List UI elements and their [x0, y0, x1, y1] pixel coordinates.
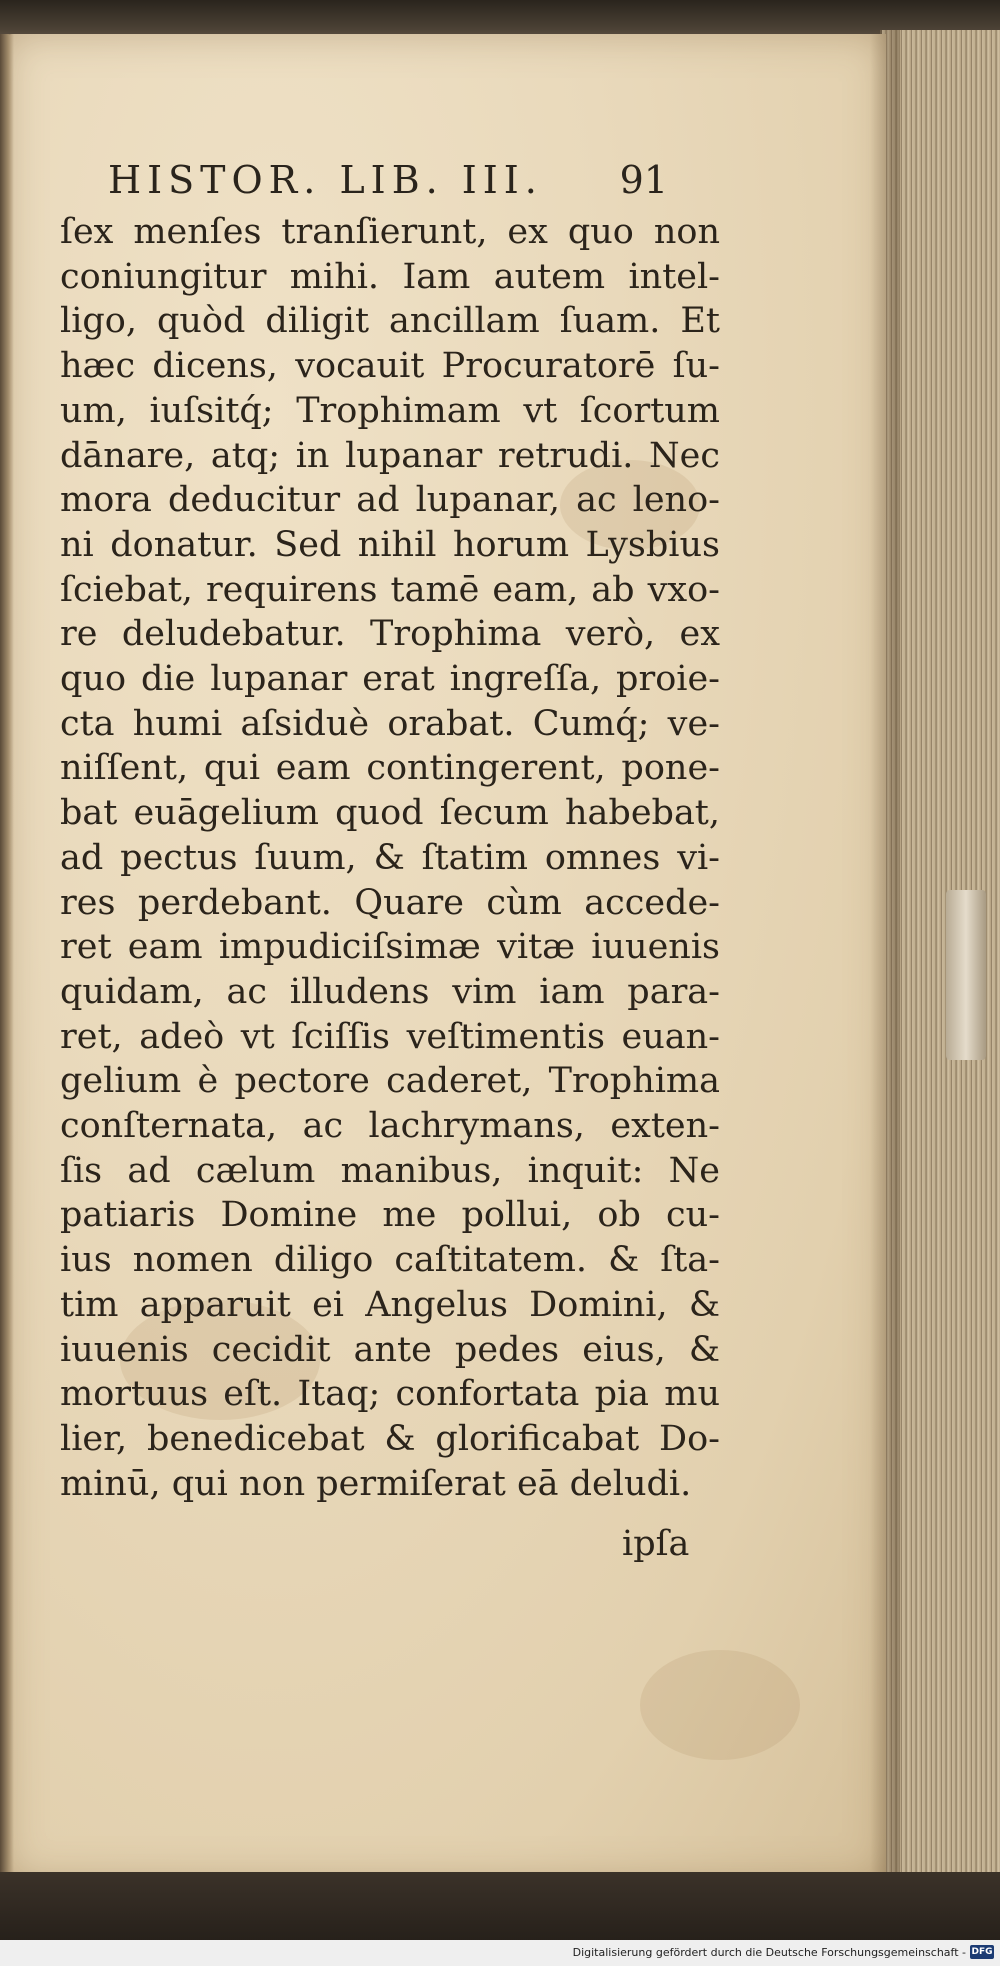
text-line: conſternata, ac lachrymans, exten-	[60, 1106, 720, 1147]
text-line: re deludebatur. Trophima verò, ex	[60, 614, 720, 655]
text-line: patiaris Domine me pollui, ob cu-	[60, 1195, 720, 1236]
text-line: cta humi aſsiduè orabat. Cumq́; ve-	[60, 703, 720, 744]
text-line: coniungitur mihi. Iam autem intel-	[60, 256, 720, 297]
text-line: lier, benedicebat & glorificabat Do-	[60, 1418, 720, 1459]
text-line: mortuus eſt. Itaq; confortata pia mu	[60, 1374, 720, 1415]
text-line: iuuenis cecidit ante pedes eius, &	[60, 1329, 720, 1370]
text-line: tim apparuit ei Angelus Domini, &	[60, 1284, 720, 1325]
text-line: ad pectus ſuum, & ſtatim omnes vi-	[60, 837, 720, 878]
text-line: hæc dicens, vocauit Procuratorē ſu-	[60, 346, 720, 387]
catchword: ipſa	[622, 1524, 690, 1564]
text-line: res perdebant. Quare cùm accede-	[60, 882, 720, 923]
text-line: um, iuſsitq́; Trophimam vt ſcortum	[60, 390, 720, 431]
text-line: gelium è pectore caderet, Trophima	[60, 1061, 720, 1102]
text-line: ſis ad cælum manibus, inquit: Ne	[60, 1150, 720, 1191]
text-line: ſciebat, requirens tamē eam, ab vxo-	[60, 569, 720, 610]
text-line: ni donatur. Sed nihil horum Lysbius	[60, 524, 720, 565]
text-line: dānare, atq; in lupanar retrudi. Nec	[60, 435, 720, 476]
text-line: mora deducitur ad lupanar, ac leno-	[60, 480, 720, 521]
bookmark-tab	[946, 890, 986, 1060]
page-left-edge	[0, 34, 14, 1880]
text-line: ius nomen diligo caſtitatem. & ſta-	[60, 1240, 720, 1281]
paper-stain	[640, 1650, 800, 1760]
text-line: quo die lupanar erat ingreſſa, proie-	[60, 659, 720, 700]
page-number: 91	[619, 158, 668, 202]
dfg-logo: DFG	[971, 1947, 993, 1957]
text-line: niſſent, qui eam contingerent, pone-	[60, 748, 720, 789]
text-line: quidam, ac illudens vim iam para-	[60, 971, 720, 1012]
text-line: bat euāgelium quod ſecum habebat,	[60, 793, 720, 834]
digitization-credit: Digitalisierung gefördert durch die Deutsche Forschungsgemeinschaft -	[572, 1946, 966, 1959]
text-line: ligo, quòd diligit ancillam ſuam. Et	[60, 301, 720, 342]
page-gutter-shadow	[870, 30, 900, 1880]
page-header	[108, 158, 668, 202]
body-text	[60, 210, 720, 1506]
text-line: ret eam impudiciſsimæ vitæ iuuenis	[60, 927, 720, 968]
text-line: ſex menſes tranſierunt, ex quo non	[60, 212, 720, 252]
text-line: minū, qui non permiſerat eā deludi.	[60, 1463, 692, 1504]
text-line: ret, adeò vt ſciſſis veſtimentis euan-	[60, 1016, 720, 1057]
running-title: HISTOR. LIB. III.	[108, 158, 543, 202]
